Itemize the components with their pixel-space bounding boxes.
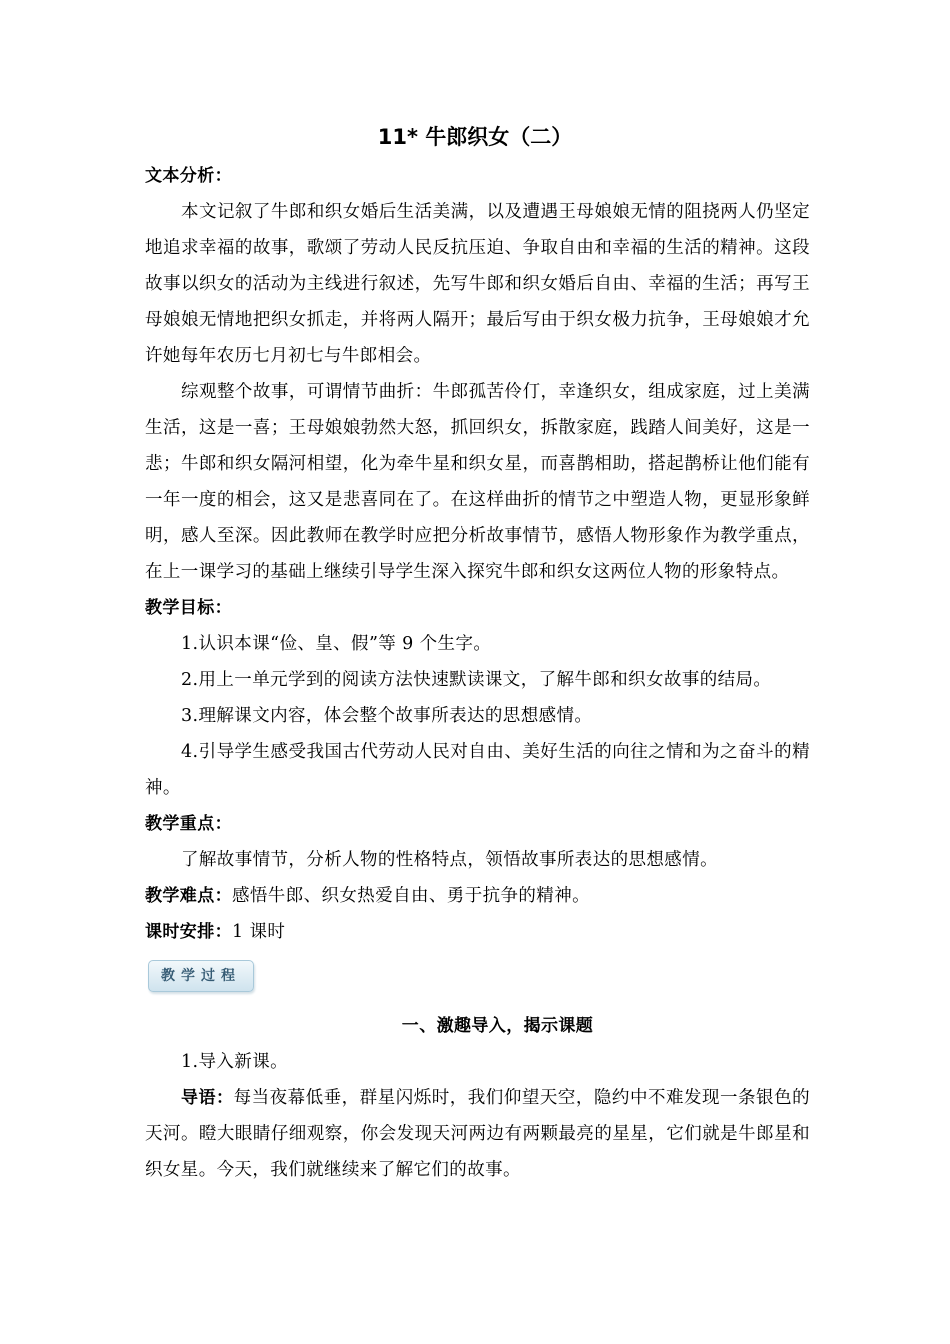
intro-text: 每当夜幕低垂，群星闪烁时，我们仰望天空，隐约中不难发现一条银色的天河。瞪大眼睛仔细观察，你会发现天河两边有两颗最亮的星星，它们就是牛郎星和织女星。今天，我们就继续来了解它们的故事。 bbox=[145, 1088, 810, 1180]
key-points-text: 了解故事情节，分析人物的性格特点，领悟故事所表达的思想感情。 bbox=[181, 850, 718, 870]
analysis-heading: 文本分析： bbox=[145, 166, 232, 186]
goal-item-1: 1.认识本课“俭、皇、假”等 9 个生字。 bbox=[181, 634, 492, 654]
document-body bbox=[145, 158, 810, 1188]
difficulty-text: 感悟牛郎、织女热爱自由、勇于抗争的精神。 bbox=[232, 886, 590, 906]
analysis-paragraph-1: 本文记叙了牛郎和织女婚后生活美满，以及遭遇王母娘娘无情的阻挠两人仍坚定地追求幸福的故事，歌颂了劳动人民反抗压迫、争取自由和幸福的生活的精神。这段故事以织女的活动为主线进行叙述，先写牛郎和织女婚后自由、幸福的生活；再写王母娘娘无情地把织女抓走，并将两人隔开；最后写由于织女极力抗争，王母娘娘才允许她每年农历七月初七与牛郎相会。 bbox=[145, 202, 810, 366]
section-1-intro bbox=[145, 1080, 810, 1188]
section-1-step: 1.导入新课。 bbox=[181, 1052, 288, 1072]
difficulty-label: 教学难点： bbox=[145, 886, 232, 906]
schedule-line bbox=[145, 914, 810, 950]
schedule-text: 1 课时 bbox=[232, 922, 286, 942]
process-badge-row bbox=[145, 950, 810, 1008]
intro-label: 导语： bbox=[181, 1088, 234, 1108]
goal-item-2: 2.用上一单元学到的阅读方法快速默读课文，了解牛郎和织女故事的结局。 bbox=[181, 670, 772, 690]
goal-item-3: 3.理解课文内容，体会整个故事所表达的思想感情。 bbox=[181, 706, 593, 726]
teaching-process-badge: 教学过程 bbox=[148, 960, 254, 992]
section-1-title: 一、激趣导入，揭示课题 bbox=[401, 1016, 594, 1036]
key-points-heading: 教学重点： bbox=[145, 814, 232, 834]
goal-item-4: 4.引导学生感受我国古代劳动人民对自由、美好生活的向往之情和为之奋斗的精神。 bbox=[145, 742, 810, 798]
difficulty-line bbox=[145, 878, 810, 914]
schedule-label: 课时安排： bbox=[145, 922, 232, 942]
analysis-paragraph-2: 综观整个故事，可谓情节曲折：牛郎孤苦伶仃，幸逢织女，组成家庭，过上美满生活，这是一喜；王母娘娘勃然大怒，抓回织女，拆散家庭，践踏人间美好，这是一悲；牛郎和织女隔河相望，化为牵牛星和织女星，而喜鹊相助，搭起鹊桥让他们能有一年一度的相会，这又是悲喜同在了。在这样曲折的情节之中塑造人物，更显形象鲜明，感人至深。因此教师在教学时应把分析故事情节，感悟人物形象作为教学重点，在上一课学习的基础上继续引导学生深入探究牛郎和织女这两位人物的形象特点。 bbox=[145, 382, 810, 582]
lesson-title: 11* 牛郎织女（二） bbox=[377, 125, 573, 149]
goals-heading: 教学目标： bbox=[145, 598, 232, 618]
